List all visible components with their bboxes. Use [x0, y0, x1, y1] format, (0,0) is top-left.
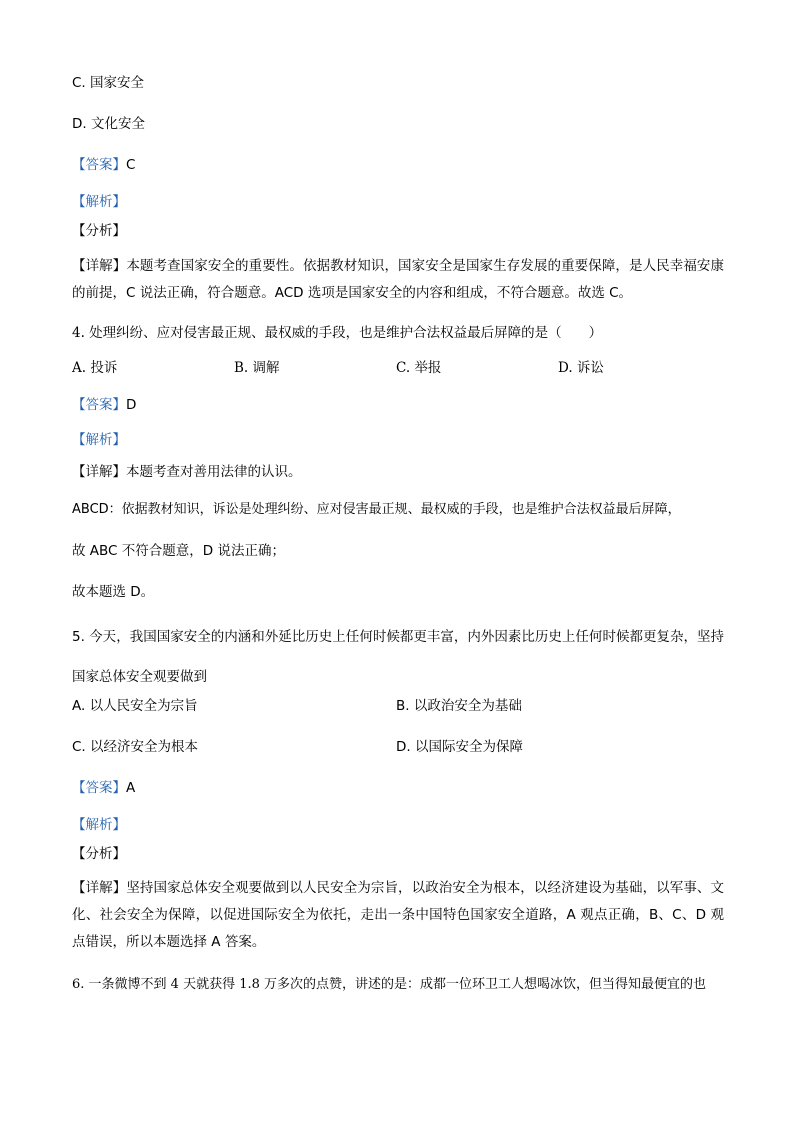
answer-tag: 【答案】 [72, 780, 126, 796]
q4-detail [72, 462, 302, 482]
q4-option-b: B. 调解 [234, 360, 280, 376]
analysis-tag: 【解析】 [72, 194, 126, 210]
q5-detail [72, 875, 724, 956]
q5-option-c: C. 以经济安全为根本 [72, 739, 199, 755]
q5-answer [72, 778, 135, 798]
q3-analysis-tag [72, 192, 126, 212]
detail-tag: 【详解】 [72, 880, 127, 896]
answer-tag: 【答案】 [72, 397, 126, 413]
q5-option-d: D. 以国际安全为保障 [396, 739, 523, 755]
q4-explanation-line-1: ABCD：依据教材知识，诉讼是处理纠纷、应对侵害最正规、最权威的手段，也是维护合法权益最后屏障， [72, 502, 681, 517]
answer-value: D [126, 397, 137, 413]
q3-answer [72, 155, 135, 175]
q3-option-d: D. 文化安全 [72, 116, 145, 132]
fenxi-tag: 【分析】 [72, 846, 126, 862]
q4-explanation-line-3: 故本题选 D。 [72, 584, 155, 600]
q3-fenxi-tag [72, 221, 126, 241]
answer-value: A [126, 780, 136, 796]
q4-analysis-tag [72, 430, 126, 450]
detail-tag: 【详解】 [72, 258, 127, 274]
answer-tag: 【答案】 [72, 157, 126, 173]
detail-tag: 【详解】 [72, 464, 126, 480]
q4-option-c: C. 举报 [396, 360, 442, 376]
analysis-tag: 【解析】 [72, 432, 126, 448]
q4-option-d: D. 诉讼 [558, 360, 604, 376]
q6-stem: 6. 一条微博不到 4 天就获得 1.8 万多次的点赞，讲述的是：成都一位环卫工人想喝冰饮，但当得知最便宜的也 [72, 977, 707, 992]
detail-text: 本题考查对善用法律的认识。 [126, 464, 302, 480]
q5-option-a: A. 以人民安全为宗旨 [72, 698, 198, 714]
q5-stem: 5. 今天，我国国家安全的内涵和外延比历史上任何时候都更丰富，内外因素比历史上任何时候都更复杂，坚持国家总体安全观要做到 [72, 629, 724, 685]
answer-value: C [126, 157, 136, 173]
q5-analysis-tag [72, 815, 126, 835]
q3-option-c: C. 国家安全 [72, 75, 145, 91]
q4-answer [72, 395, 136, 415]
q4-explanation-line-2: 故 ABC 不符合题意，D 说法正确； [72, 543, 285, 559]
q4-stem: 4. 处理纠纷、应对侵害最正规、最权威的手段，也是维护合法权益最后屏障的是（ ） [72, 325, 603, 341]
q5-fenxi-tag [72, 844, 126, 864]
detail-text: 本题考查国家安全的重要性。依据教材知识，国家安全是国家生存发展的重要保障，是人民幸福安康的前提，C 说法正确，符合题意。ACD 选项是国家安全的内容和组成，不符合题意。故选 C。 [72, 258, 725, 301]
q4-option-a: A. 投诉 [72, 360, 118, 376]
analysis-tag: 【解析】 [72, 817, 126, 833]
detail-text: 坚持国家总体安全观要做到以人民安全为宗旨，以政治安全为根本，以经济建设为基础，以军事、文化、社会安全为保障，以促进国际安全为依托，走出一条中国特色国家安全道路，A 观点正确，B、C、D 观点错误，所以本题选择 A 答案。 [72, 880, 725, 950]
fenxi-tag: 【分析】 [72, 223, 126, 239]
q5-option-b: B. 以政治安全为基础 [396, 698, 522, 714]
q3-detail [72, 253, 724, 307]
